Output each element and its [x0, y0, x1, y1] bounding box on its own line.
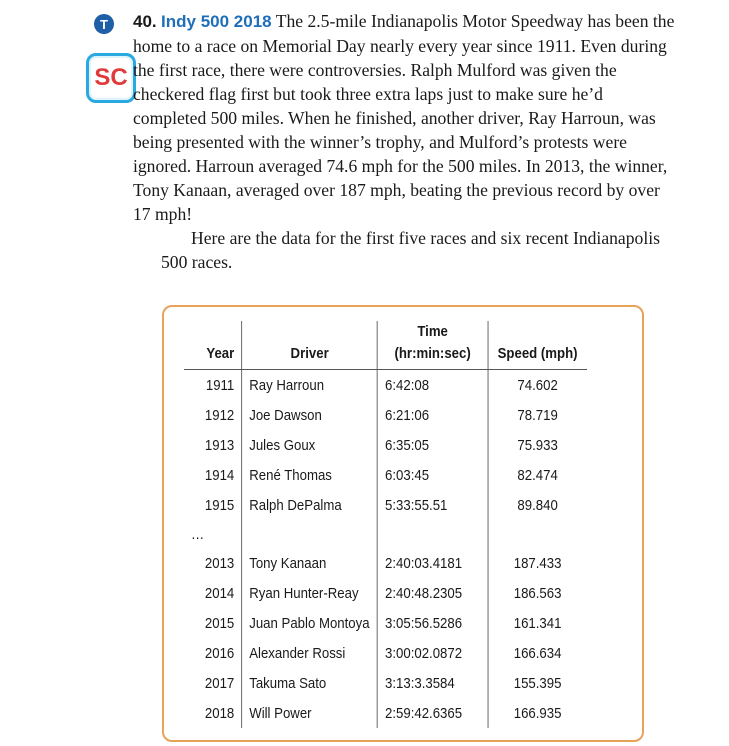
cell-time: 2:59:42.6365	[378, 698, 488, 728]
cell-year: 2016	[184, 638, 242, 668]
cell-time: 5:33:55.51	[378, 490, 488, 520]
cell-year: 1911	[184, 370, 242, 401]
cell-time: 3:00:02.0872	[378, 638, 488, 668]
cell-year: 1913	[184, 430, 242, 460]
empty-cell	[488, 520, 587, 548]
cell-time: 6:42:08	[378, 370, 488, 401]
cell-driver: Juan Pablo Montoya	[242, 608, 378, 638]
cell-speed: 161.341	[513, 614, 562, 632]
problem-title: Indy 500 2018	[161, 12, 272, 31]
cell-year: 2015	[184, 608, 242, 638]
cell-speed: 89.840	[517, 496, 558, 514]
cell-year: 1912	[184, 400, 242, 430]
table-row	[184, 578, 587, 608]
empty-cell	[242, 520, 378, 548]
table-row	[184, 490, 587, 520]
empty-cell	[378, 520, 488, 548]
table-row	[184, 400, 587, 430]
problem-paragraph-1	[133, 9, 678, 226]
header-driver: Driver	[242, 321, 378, 370]
cell-speed: 166.935	[513, 704, 562, 722]
problem-paragraph-2	[133, 226, 678, 274]
header-speed: Speed (mph)	[488, 321, 587, 370]
header-time	[378, 321, 488, 370]
cell-time: 6:21:06	[378, 400, 488, 430]
table-row	[184, 638, 587, 668]
cell-speed: 187.433	[513, 554, 562, 572]
cell-speed: 82.474	[517, 466, 558, 484]
cell-speed: 74.602	[517, 376, 558, 394]
cell-driver: Alexander Rossi	[242, 638, 378, 668]
header-year: Year	[184, 321, 242, 370]
table-row	[184, 698, 587, 728]
table-row	[184, 608, 587, 638]
cell-time: 3:13:3.3584	[378, 668, 488, 698]
table-body	[184, 370, 587, 729]
cell-speed: 78.719	[517, 406, 558, 424]
cell-driver: Jules Goux	[242, 430, 378, 460]
cell-time: 3:05:56.5286	[378, 608, 488, 638]
problem-paragraph-2-text: Here are the data for the first five races and six recent Indianapolis 500 races.	[161, 228, 660, 272]
cell-speed: 75.933	[517, 436, 558, 454]
cell-driver: Ralph DePalma	[242, 490, 378, 520]
cell-driver: Ray Harroun	[242, 370, 378, 401]
cell-time: 6:03:45	[378, 460, 488, 490]
problem-paragraph-1-text: The 2.5-mile Indianapolis Motor Speedway has been the home to a race on Memorial Day nearly every year since 1911. Even during the first race, there were controversies. Ralph Mulford was given the checkered flag first but took three extra laps just to make sure he’d completed 500 miles. When he finished, another driver, Ray Harroun, was being presented with the winner’s trophy, and Mulford’s protests were ignored. Harroun averaged 74.6 mph for the 500 miles. In 2013, the winner, Tony Kanaan, averaged over 187 mph, beating the previous record by over 17 mph!	[133, 11, 675, 224]
cell-time: 2:40:03.4181	[378, 548, 488, 578]
cell-time: 2:40:48.2305	[378, 578, 488, 608]
cell-year: 2013	[184, 548, 242, 578]
header-time-line2: (hr:min:sec)	[394, 345, 471, 362]
table-row	[184, 370, 587, 401]
cell-driver: Ryan Hunter-Reay	[242, 578, 378, 608]
cell-year: 2018	[184, 698, 242, 728]
cell-driver: Takuma Sato	[242, 668, 378, 698]
cell-driver: René Thomas	[242, 460, 378, 490]
table-header-row	[184, 321, 587, 370]
cell-year: 1915	[184, 490, 242, 520]
cell-speed: 166.634	[513, 644, 562, 662]
cell-speed: 155.395	[513, 674, 562, 692]
teacher-badge-icon: T	[94, 14, 114, 34]
cell-speed: 186.563	[513, 584, 562, 602]
cell-driver: Will Power	[242, 698, 378, 728]
problem-number: 40.	[133, 12, 157, 31]
cell-year: 2017	[184, 668, 242, 698]
table-ellipsis-row	[184, 520, 587, 548]
cell-year: 1914	[184, 460, 242, 490]
table-row	[184, 430, 587, 460]
cell-driver: Tony Kanaan	[242, 548, 378, 578]
cell-time: 6:35:05	[378, 430, 488, 460]
race-data-table	[184, 321, 587, 728]
cell-driver: Joe Dawson	[242, 400, 378, 430]
cell-year: 2014	[184, 578, 242, 608]
table-row	[184, 668, 587, 698]
header-time-line1: Time	[417, 323, 448, 340]
table-row	[184, 548, 587, 578]
problem-text	[133, 9, 678, 274]
table-row	[184, 460, 587, 490]
data-table-box	[162, 305, 644, 742]
sc-badge-icon: SC	[86, 53, 136, 103]
ellipsis: …	[184, 520, 242, 548]
